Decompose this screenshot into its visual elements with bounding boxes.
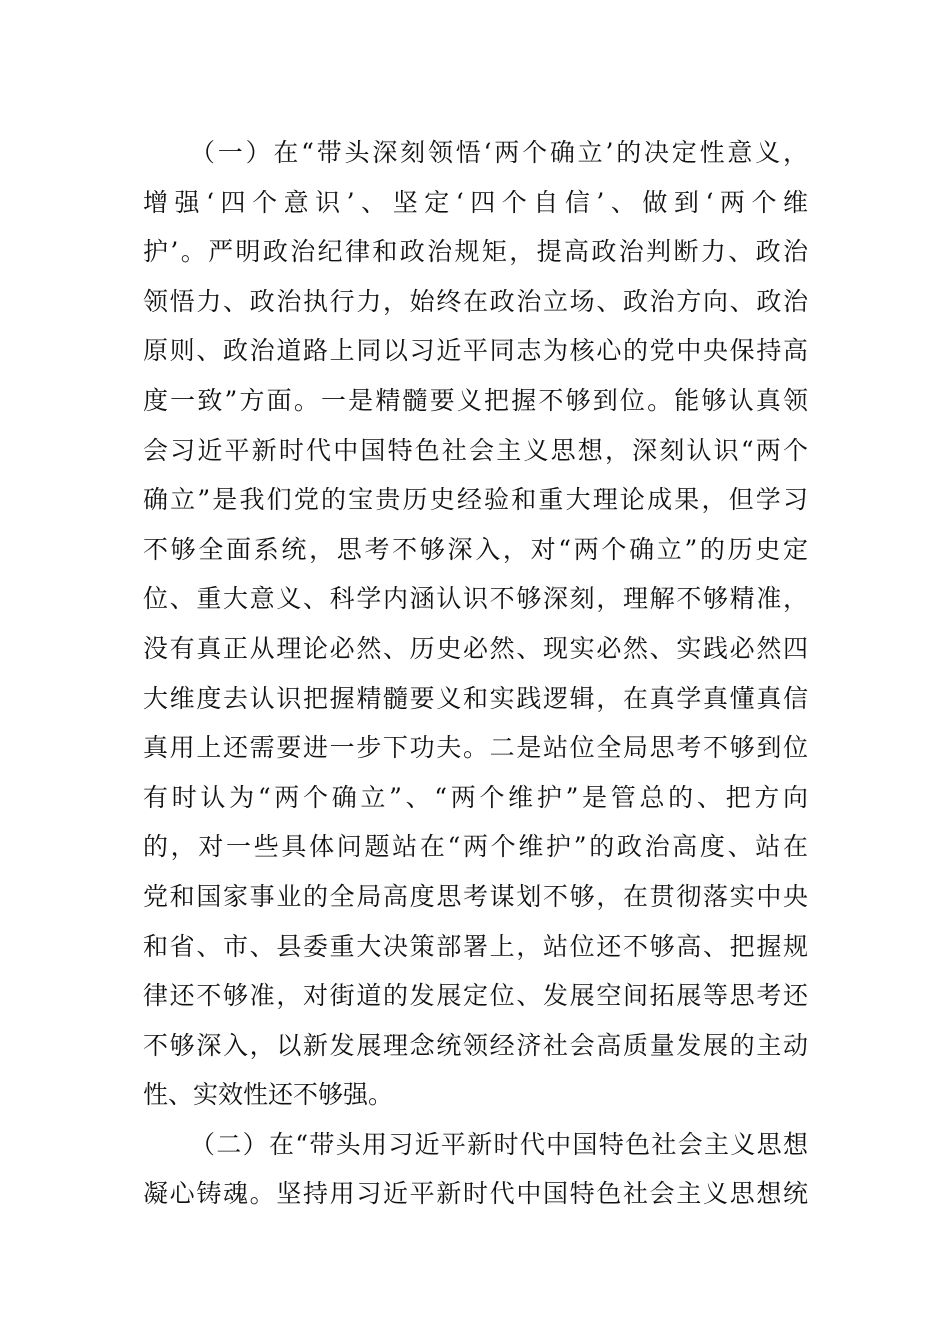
- text-line: 不够深入，以新发展理念统领经济社会高质量发展的主动: [143, 1030, 808, 1060]
- text-line: （一）在“带头深刻领悟‘两个确立’的决定性意义，: [190, 138, 808, 167]
- text-line: 性、实效性还不够强。: [143, 1080, 394, 1110]
- text-line: 增强‘四个意识’、坚定‘四个自信’、做到‘两个维: [143, 187, 808, 217]
- document-body: [143, 128, 808, 1219]
- text-line: 领悟力、政治执行力，始终在政治立场、政治方向、政治: [143, 286, 808, 316]
- text-line: 大维度去认识把握精髓要义和实践逻辑，在真学真懂真信: [143, 683, 808, 713]
- text-line: 位、重大意义、科学内涵认识不够深刻，理解不够精准，: [143, 584, 808, 614]
- text-line: 党和国家事业的全局高度思考谋划不够，在贯彻落实中央: [143, 881, 808, 911]
- text-line: （二）在“带头用习近平新时代中国特色社会主义思想: [190, 1129, 808, 1159]
- text-line: 真用上还需要进一步下功夫。二是站位全局思考不够到位: [143, 733, 808, 763]
- text-line: 不够全面系统，思考不够深入，对“两个确立”的历史定: [143, 534, 808, 564]
- text-line: 度一致”方面。一是精髓要义把握不够到位。能够认真领: [143, 385, 808, 415]
- paragraph-2: [143, 1120, 808, 1219]
- text-line: 没有真正从理论必然、历史必然、现实必然、实践必然四: [143, 633, 808, 663]
- paragraph-1: [143, 128, 808, 1120]
- text-line: 的，对一些具体问题站在“两个维护”的政治高度、站在: [143, 832, 808, 862]
- text-line: 原则、政治道路上同以习近平同志为核心的党中央保持高: [143, 336, 808, 366]
- text-line: 会习近平新时代中国特色社会主义思想，深刻认识“两个: [143, 435, 808, 465]
- text-line: 和省、市、县委重大决策部署上，站位还不够高、把握规: [143, 931, 808, 961]
- text-line: 律还不够准，对街道的发展定位、发展空间拓展等思考还: [143, 981, 808, 1011]
- text-line: 确立”是我们党的宝贵历史经验和重大理论成果，但学习: [143, 485, 808, 515]
- text-line: 护’。严明政治纪律和政治规矩，提高政治判断力、政治: [143, 237, 808, 267]
- text-line: 凝心铸魂。坚持用习近平新时代中国特色社会主义思想统: [143, 1179, 808, 1209]
- text-line: 有时认为“两个确立”、“两个维护”是管总的、把方向: [143, 782, 808, 812]
